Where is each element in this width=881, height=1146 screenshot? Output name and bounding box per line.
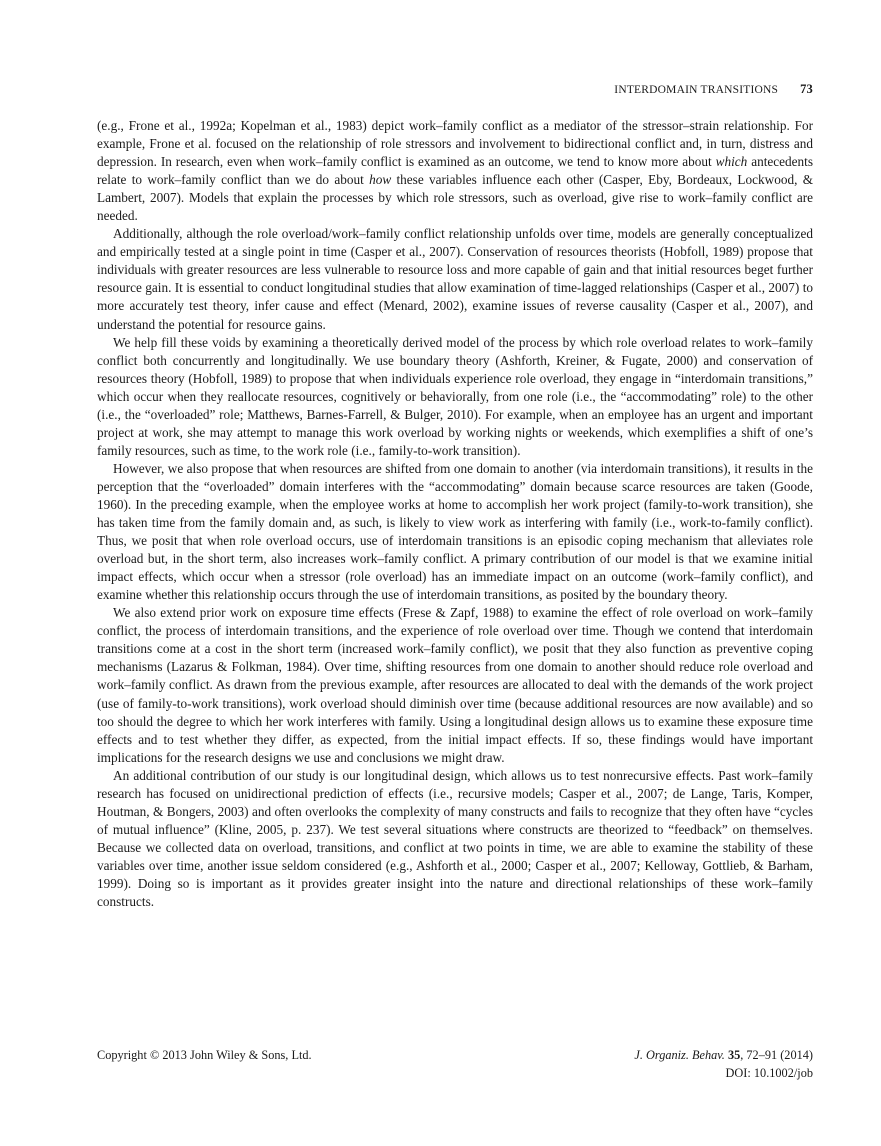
paragraph-text: An additional contribution of our study is our longitudinal design, which allows us to test nonrecursive effects. Past work–family research has focused on unidirectional prediction of effects (i.e., recursive models; Casper et al., 2007; de Lange, Taris, Komper, Houtman, & Bongers, 2003) and often overlooks the complexity of many constructs and fails to recognize that they often have “cycles of mutual influence” (Kline, 2005, p. 237). We test several situations where constructs are theorized to “feedback” on themselves. Because we collected data on overload, transitions, and conflict at two points in time, we are able to examine the stability of these variables over time, another issue seldom considered (e.g., Ashforth et al., 2000; Casper et al., 2007; Kelloway, Gottlieb, & Barham, 1999). Doing so is important as it provides greater insight into the nature and directional relationships of these work–family constructs. bbox=[97, 767, 813, 910]
paragraph-text: We also extend prior work on exposure time effects (Frese & Zapf, 1988) to examine the effect of role overload on work–family conflict, the process of interdomain transitions, and the experience of role overload over time. Though we contend that interdomain transitions come at a cost in the short term (increased work–family conflict), we posit that they also function as preventive coping mechanisms (Lazarus & Folkman, 1984). Over time, shifting resources from one domain to another should reduce role overload and work–family conflict. As drawn from the previous example, after resources are allocated to deal with the demands of the work project (use of family-to-work transitions), work overload should diminish over time (because additional resources are now available) and so too should the degree to which her work interferes with family. Using a longitudinal design allows us to examine these exposure time effects and to test whether they differ, as expected, from the initial impact effects. If so, these findings would have important implications for the research designs we use and conclusions we might draw. bbox=[97, 605, 813, 765]
paragraph-text: We help fill these voids by examining a theoretically derived model of the process by which role overload relates to work–family conflict both concurrently and longitudinally. We use boundary theory (Ashforth, Kreiner, & Fugate, 2000) and conservation of resources theory (Hobfoll, 1989) to propose that when individuals experience role overload, they engage in “interdomain transitions,” which occur when they reallocate resources, cognitively or behaviorally, from one role (i.e., the “accommodating” role) to the other (i.e., the “overloaded” role; Matthews, Barnes-Farrell, & Bulger, 2010). For example, when an employee has an urgent and important project at work, she may attempt to manage this work overload by working nights or weekends, which exemplifies a shift of one’s family resources, such as time, to the work role (i.e., family-to-work transition). bbox=[97, 334, 813, 458]
paragraph bbox=[97, 767, 813, 911]
paragraph-text: Additionally, although the role overload/work–family conflict relationship unfolds over time, models are generally conceptualized and empirically tested at a single point in time (Casper et al., 2007). Conservation of resources theorists (Hobfoll, 1989) propose that individuals with greater resources are less vulnerable to resource loss and more capable of gain and that initial resources beget further resource gain. It is essential to conduct longitudinal studies that allow examination of time-lagged relationships (Casper et al., 2007) to more accurately test theory, infer cause and effect (Menard, 2002), examine issues of reverse causality (Casper et al., 2007), and understand the potential for resource gains. bbox=[97, 226, 813, 332]
paragraph bbox=[97, 117, 813, 225]
paragraph-text: antecedents relate to work–family conflict than we do about bbox=[97, 154, 813, 188]
emphasis-text: which bbox=[715, 154, 748, 170]
journal-citation bbox=[634, 1046, 813, 1064]
emphasis-text: how bbox=[369, 172, 392, 188]
page-number: 73 bbox=[800, 82, 813, 96]
paragraph-text: (e.g., Frone et al., 1992a; Kopelman et al., 1983) depict work–family conflict as a mediator of the stressor–strain relationship. For example, Frone et al. focused on the relationship of role stressors and involvement to bidirectional conflict and, in turn, distress and depression. In research, even when work–family conflict is examined as an outcome, we tend to know more about bbox=[97, 118, 813, 170]
paragraph bbox=[97, 604, 813, 766]
paragraph bbox=[97, 334, 813, 460]
article-body bbox=[97, 117, 813, 911]
running-header bbox=[97, 82, 813, 97]
paragraph bbox=[97, 460, 813, 604]
paragraph-text: these variables influence each other (Casper, Eby, Bordeaux, Lockwood, & Lambert, 2007). Models that explain the processes by which role stressors, such as overload, give rise to work–family conflict are needed. bbox=[97, 172, 813, 224]
running-title: INTERDOMAIN TRANSITIONS bbox=[614, 84, 779, 96]
copyright-notice: Copyright © 2013 John Wiley & Sons, Ltd. bbox=[97, 1048, 312, 1062]
journal-volume: 35 bbox=[727, 1048, 741, 1062]
paragraph-text: However, we also propose that when resources are shifted from one domain to another (via interdomain transitions), it results in the perception that the “overloaded” domain interferes with the “accommodating” domain because scarce resources are taken (Goode, 1960). In the preceding example, when the employee works at home to accomplish her work project (family-to-work transition), she has taken time from the family domain and, as such, is likely to view work as interfering with family (i.e., work-to-family conflict). Thus, we posit that when role overload occurs, use of interdomain transitions is an episodic coping mechanism that alleviates role overload but, in the short term, also increases work–family conflict. A primary contribution of our model is that we examine initial impact effects, which occur when a stressor (role overload) has an immediate impact on an outcome (work–family conflict), and examine whether this relationship occurs through the use of interdomain transitions, as posited by the boundary theory. bbox=[97, 460, 813, 603]
doi: DOI: 10.1002/job bbox=[725, 1066, 813, 1080]
paragraph bbox=[97, 225, 813, 333]
journal-pages: , 72–91 (2014) bbox=[740, 1048, 813, 1062]
journal-name: J. Organiz. Behav. bbox=[634, 1048, 725, 1062]
